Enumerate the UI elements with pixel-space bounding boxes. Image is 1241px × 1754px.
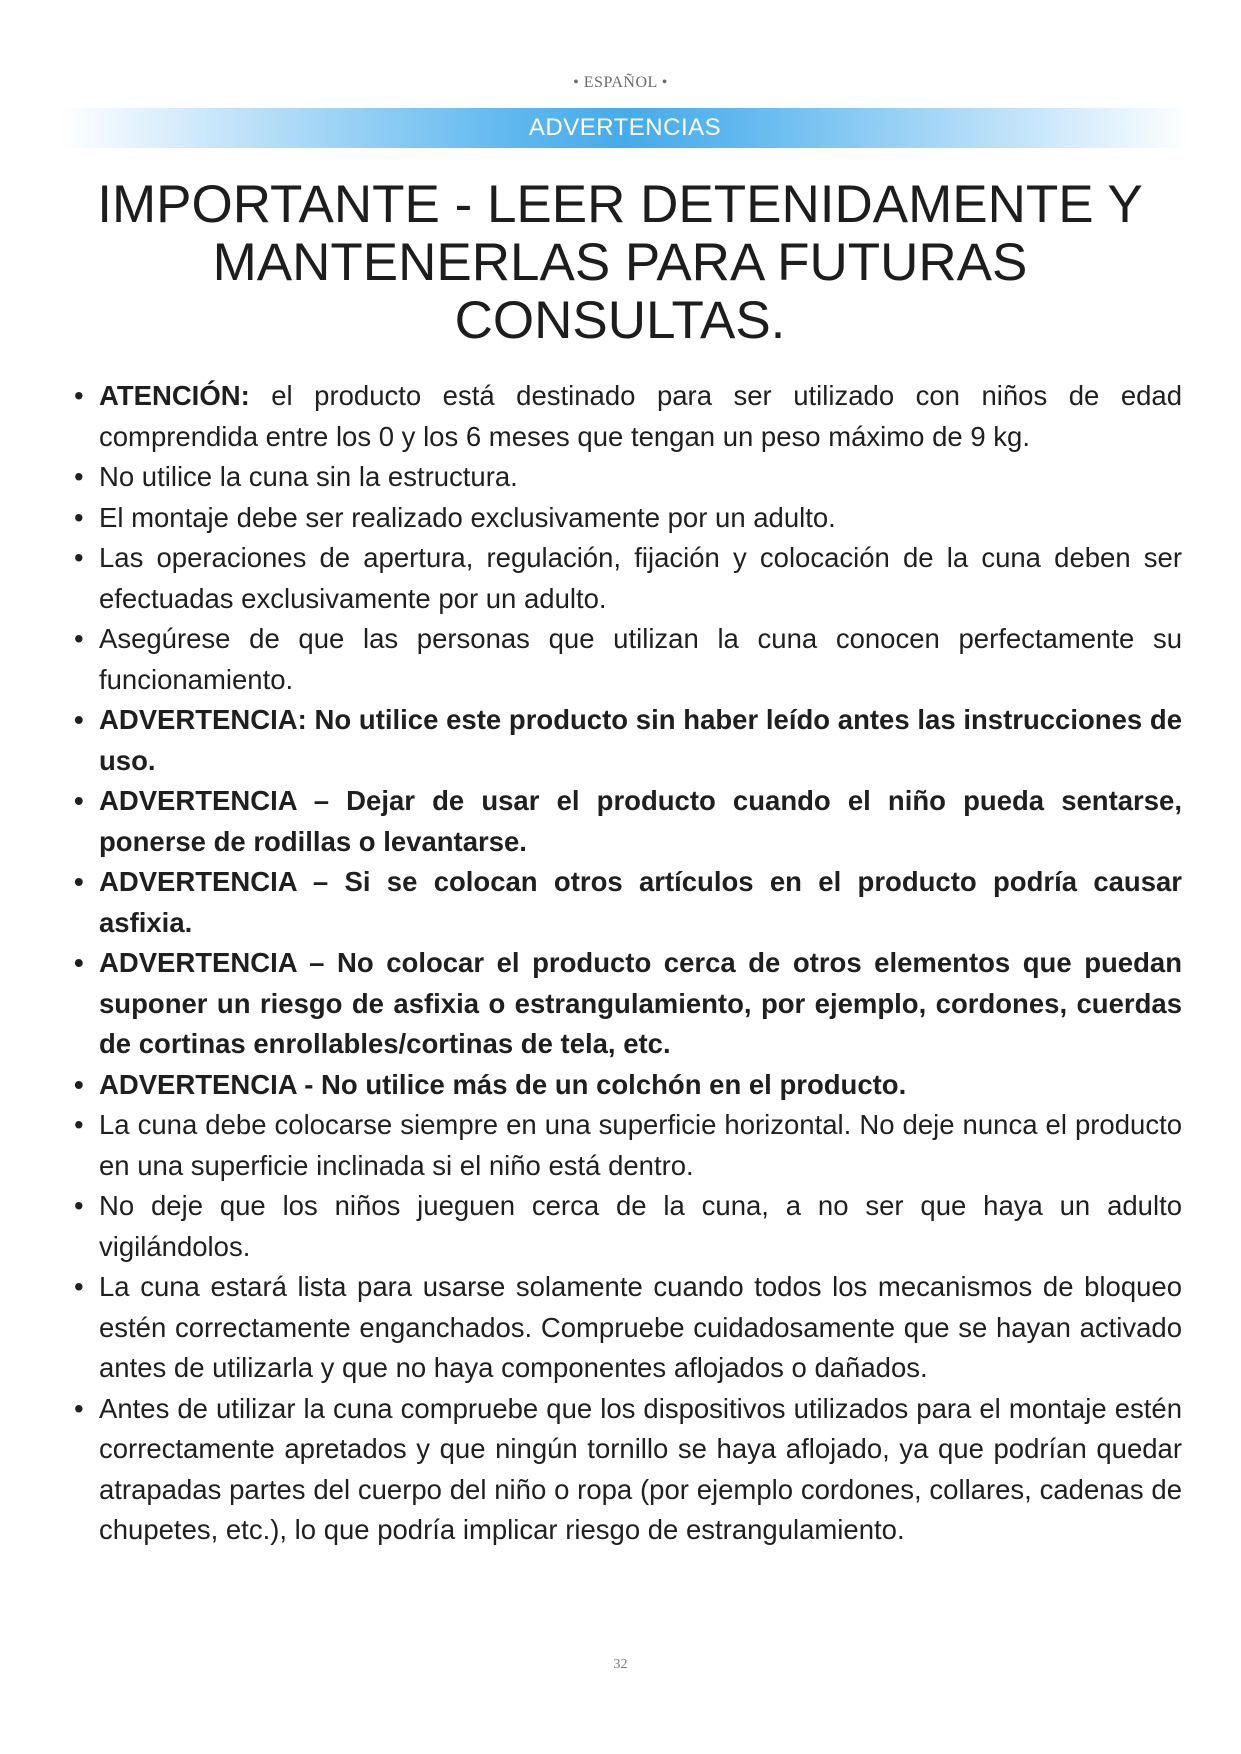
warning-text: el producto está destinado para ser utilizado con niños de edad comprendida entre los 0 y los 6 meses que tengan un peso máximo de 9 kg. — [99, 380, 1182, 452]
warning-text: ADVERTENCIA – Dejar de usar el producto cuando el niño pueda sentarse, ponerse de rodillas o levantarse. — [99, 785, 1182, 857]
warning-text: Las operaciones de apertura, regulación, fijación y colocación de la cuna deben ser efectuadas exclusivamente por un adulto. — [99, 542, 1182, 614]
warning-item — [72, 457, 1182, 498]
warning-text: La cuna estará lista para usarse solamente cuando todos los mecanismos de bloqueo estén correctamente enganchados. Compruebe cuidadosamente que se hayan activado antes de utilizarla y que no haya componentes aflojados o dañados. — [99, 1271, 1182, 1383]
warning-item — [72, 498, 1182, 539]
language-label: • ESPAÑOL • — [573, 74, 668, 91]
warning-item — [72, 781, 1182, 862]
warning-lead: ATENCIÓN: — [99, 380, 250, 411]
page-title: IMPORTANTE - LEER DETENIDAMENTE Y MANTENERLAS PARA FUTURAS CONSULTAS. — [97, 175, 1143, 350]
warning-text: ADVERTENCIA – No colocar el producto cerca de otros elementos que puedan suponer un riesgo de asfixia o estrangulamiento, por ejemplo, cordones, cuerdas de cortinas enrollables/cortinas de tela, etc. — [99, 947, 1182, 1059]
warning-text: ADVERTENCIA: No utilice este producto sin haber leído antes las instrucciones de uso. — [99, 704, 1182, 776]
warning-item — [72, 619, 1182, 700]
warning-text: ADVERTENCIA – Si se colocan otros artículos en el producto podría causar asfixia. — [99, 866, 1182, 938]
warning-text: No deje que los niños jueguen cerca de la cuna, a no ser que haya un adulto vigilándolos. — [99, 1190, 1182, 1262]
section-banner — [60, 108, 1190, 148]
section-title: ADVERTENCIAS — [528, 114, 722, 141]
warning-text: No utilice la cuna sin la estructura. — [99, 461, 518, 492]
warning-item — [72, 1186, 1182, 1267]
warning-text: Asegúrese de que las personas que utilizan la cuna conocen perfectamente su funcionamiento. — [99, 623, 1182, 695]
page-number: 32 — [613, 1657, 628, 1672]
warning-item — [72, 1389, 1182, 1551]
warning-text: ADVERTENCIA - No utilice más de un colchón en el producto. — [99, 1068, 907, 1100]
warning-text: Antes de utilizar la cuna compruebe que los dispositivos utilizados para el montaje estén correctamente apretados y que ningún tornillo se haya aflojado, ya que podrían quedar atrapadas partes del cuerpo del niño o ropa (por ejemplo cordones, collares, cadenas de chupetes, etc.), lo que podría implicar riesgo de estrangulamiento. — [99, 1392, 1182, 1545]
warning-item — [72, 700, 1182, 781]
warning-item — [72, 538, 1182, 619]
warning-text: La cuna debe colocarse siempre en una superficie horizontal. No deje nunca el producto en una superficie inclinada si el niño está dentro. — [99, 1109, 1182, 1181]
warning-item — [72, 943, 1182, 1065]
warning-item — [72, 1065, 1182, 1106]
warning-item — [72, 376, 1182, 457]
warning-text: El montaje debe ser realizado exclusivamente por un adulto. — [99, 501, 836, 533]
warning-item — [72, 862, 1182, 943]
warning-item — [72, 1267, 1182, 1389]
warning-item — [72, 1105, 1182, 1186]
warnings-list — [72, 376, 1182, 1551]
